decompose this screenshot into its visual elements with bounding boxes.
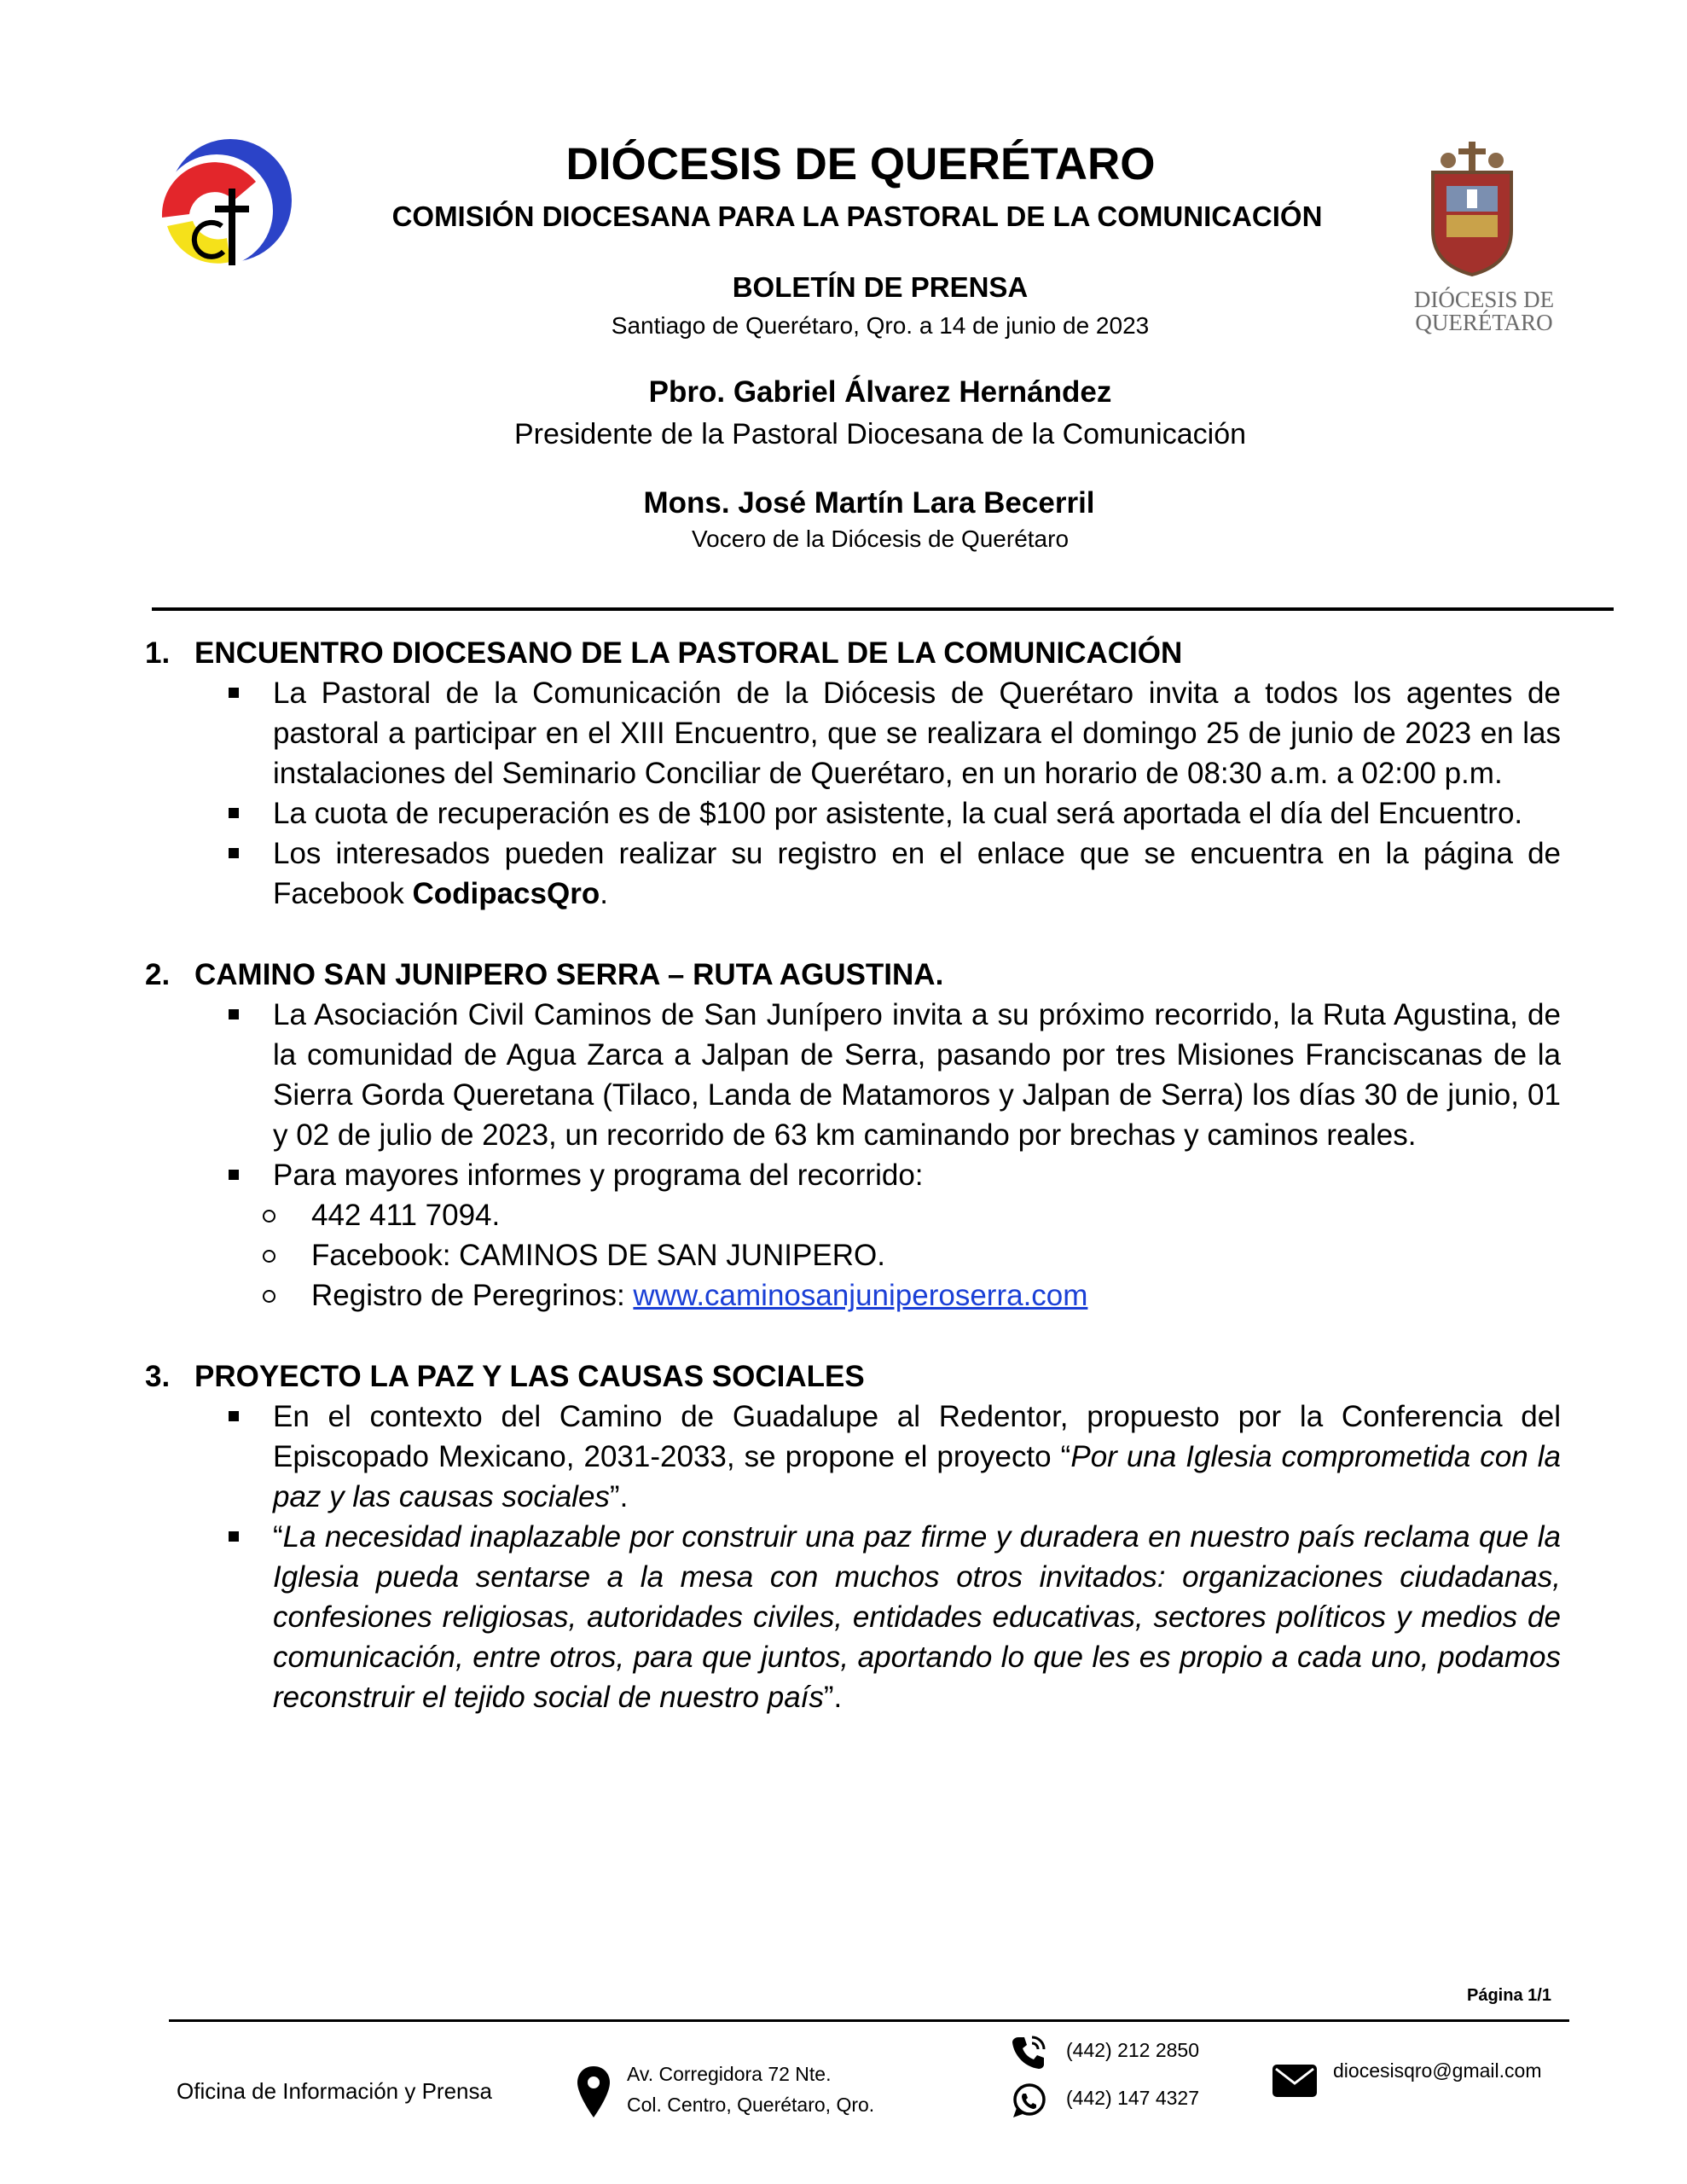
list-item bbox=[145, 834, 1561, 914]
commission-subtitle: COMISIÓN DIOCESANA PARA LA PASTORAL DE LA COMUNICACIÓN bbox=[391, 200, 1323, 232]
section-2 bbox=[145, 955, 1561, 1316]
page-number: Página 1/1 bbox=[1467, 1986, 1551, 2005]
bulletin-date: Santiago de Querétaro, Qro. a 14 de junio de 2023 bbox=[611, 312, 1150, 339]
section-number: 3. bbox=[145, 1360, 171, 1393]
president-name: Pbro. Gabriel Álvarez Hernández bbox=[648, 375, 1112, 409]
header-divider bbox=[152, 607, 1614, 611]
footer-divider bbox=[169, 2019, 1569, 2022]
seal-caption-line1: DIÓCESIS DE bbox=[1413, 287, 1555, 312]
section-title: ENCUENTRO DIOCESANO DE LA PASTORAL DE LA COMUNICACIÓN bbox=[194, 636, 1183, 670]
bulletin-body bbox=[145, 633, 1561, 1758]
sub-list-item: Facebook: CAMINOS DE SAN JUNIPERO. bbox=[145, 1235, 1561, 1275]
section-3 bbox=[145, 1356, 1561, 1717]
registration-link[interactable]: www.caminosanjuniperoserra.com bbox=[633, 1279, 1088, 1312]
item-text-end: ”. bbox=[609, 1480, 629, 1513]
map-pin-icon bbox=[576, 2065, 612, 2119]
phone-number-1: (442) 212 2850 bbox=[1066, 2039, 1200, 2061]
list-item: La Asociación Civil Caminos de San Junípero invita a su próximo recorrido, la Ruta Agustina, de la comunidad de Agua Zarca a Jalpan de Serra, pasando por tres Misiones Franciscanas de la Sierra Gorda Queretana (Tilaco, Landa de Matamoros y Jalpan de Serra) los días 30 de junio, 01 y 02 de julio de 2023, un recorrido de 63 km caminando por brechas y caminos reales. bbox=[145, 995, 1561, 1155]
list-item: La cuota de recuperación es de $100 por asistente, la cual será aportada el día del Encuentro. bbox=[145, 793, 1561, 834]
diocese-title: DIÓCESIS DE QUERÉTARO bbox=[565, 139, 1156, 189]
address-line-1: Av. Corregidora 72 Nte. bbox=[627, 2063, 832, 2085]
section-1 bbox=[145, 633, 1561, 914]
section-title: PROYECTO LA PAZ Y LAS CAUSAS SOCIALES bbox=[194, 1360, 865, 1393]
whatsapp-icon bbox=[1010, 2082, 1047, 2119]
spokesperson-name: Mons. José Martín Lara Becerril bbox=[643, 486, 1095, 520]
president-role: Presidente de la Pastoral Diocesana de la Comunicación bbox=[513, 418, 1247, 450]
section-title: CAMINO SAN JUNIPERO SERRA – RUTA AGUSTINA. bbox=[194, 958, 944, 991]
sub-list-item: 442 411 7094. bbox=[145, 1195, 1561, 1235]
envelope-icon bbox=[1271, 2063, 1319, 2099]
spokesperson-role: Vocero de la Diócesis de Querétaro bbox=[691, 526, 1070, 552]
office-name: Oficina de Información y Prensa bbox=[177, 2078, 492, 2104]
section-heading bbox=[145, 1356, 1561, 1397]
quote-close: ”. bbox=[823, 1681, 843, 1714]
item-text: Los interesados pueden realizar su registro en el enlace que se encuentra en la página de Facebook bbox=[273, 837, 1561, 910]
registration-label: Registro de Peregrinos: bbox=[311, 1279, 634, 1312]
item-text: En el contexto del Camino de Guadalupe al Redentor, propuesto por la Conferencia del Episcopado Mexicano, 2031-2033, se propone el proyecto “ bbox=[273, 1400, 1561, 1473]
facebook-page-name: CodipacsQro bbox=[412, 877, 600, 910]
email-address: diocesisqro@gmail.com bbox=[1333, 2059, 1542, 2082]
list-item: La Pastoral de la Comunicación de la Diócesis de Querétaro invita a todos los agentes de pastoral a participar en el XIII Encuentro, que se realizara el domingo 25 de junio de 2023 en las instalaciones del Seminario Conciliar de Querétaro, en un horario de 08:30 a.m. a 02:00 p.m. bbox=[145, 673, 1561, 793]
item-text-end: . bbox=[600, 877, 608, 910]
project-name: Por una Iglesia comprometida con la paz y las causas sociales bbox=[273, 1440, 1561, 1513]
section-heading bbox=[145, 633, 1561, 673]
phone-number-2: (442) 147 4327 bbox=[1066, 2087, 1200, 2109]
seal-caption-line2: QUERÉTARO bbox=[1415, 310, 1553, 335]
quote-text: La necesidad inaplazable por construir una paz firme y duradera en nuestro país reclama que la Iglesia pueda sentarse a la mesa con muchos otros invitados: organizaciones ciudadanas, confesiones religiosas, autoridades civiles, entidades educativas, sectores políticos y medios de comunicación, entre otros, para que juntos, aportando lo que les es propio a cada uno, podamos reconstruir el tejido social de nuestro país bbox=[273, 1520, 1561, 1714]
list-item bbox=[145, 1397, 1561, 1517]
quote-open: “ bbox=[273, 1520, 283, 1554]
list-item bbox=[145, 1517, 1561, 1717]
address-line-2: Col. Centro, Querétaro, Qro. bbox=[627, 2094, 875, 2116]
section-number: 1. bbox=[145, 636, 171, 670]
bulletin-heading: BOLETÍN DE PRENSA bbox=[732, 271, 1029, 303]
list-item: Para mayores informes y programa del recorrido: bbox=[145, 1155, 1561, 1195]
phone-icon bbox=[1010, 2034, 1047, 2071]
section-heading bbox=[145, 955, 1561, 995]
section-number: 2. bbox=[145, 958, 171, 991]
sub-list-item bbox=[145, 1275, 1561, 1316]
